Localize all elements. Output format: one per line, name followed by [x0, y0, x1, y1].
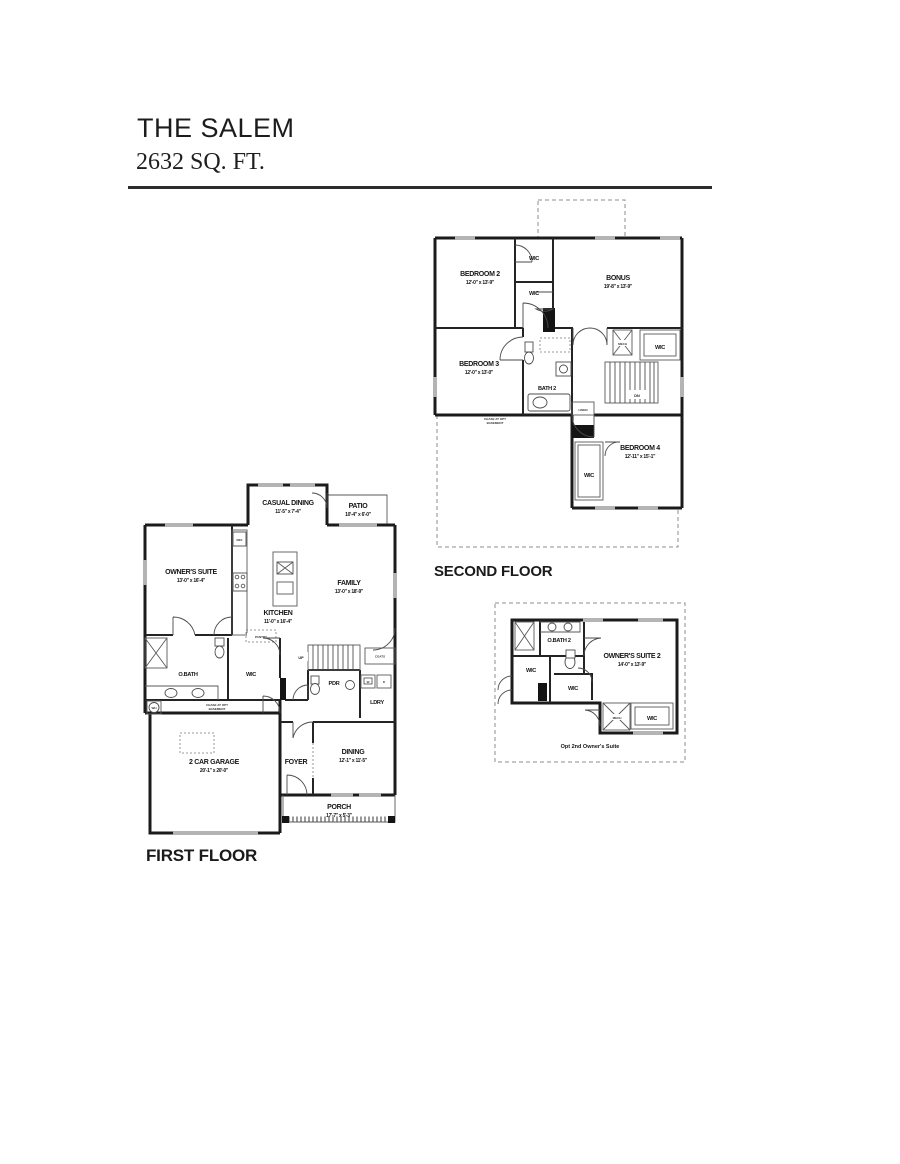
bedroom2-dims: 12'-0" x 13'-9"	[465, 280, 495, 286]
optional-wic-right	[631, 703, 673, 729]
owners-suite2-label: OWNER'S SUITE 2	[603, 653, 661, 660]
bedroom3-label: BEDROOM 3	[459, 361, 499, 368]
optional-mech-closet	[603, 703, 630, 730]
patio-dims: 10'-4" x 6'-0"	[345, 512, 371, 518]
owners-bath-fixtures	[145, 638, 224, 700]
first-floor-plan	[143, 478, 408, 840]
ref-label: REF	[236, 538, 243, 542]
owners-suite-label: OWNER'S SUITE	[165, 569, 217, 576]
garage-details	[180, 733, 214, 753]
open-below-dashed-outline	[437, 415, 678, 547]
wic-label: WIC	[568, 686, 578, 692]
linen-label: LINEN	[578, 408, 588, 412]
owners-bath-label: O.BATH	[178, 672, 198, 678]
laundry-appliances	[361, 675, 391, 688]
bonus-wic-closet	[640, 330, 680, 360]
coats-closet	[365, 648, 395, 664]
bedroom4-dims: 12'-11" x 15'-1"	[624, 454, 656, 460]
casual-dining-dims: 11'-5" x 7'-4"	[275, 509, 301, 515]
chase-note-line1: CHASE AT OPT	[205, 703, 229, 707]
wic-label: WIC	[246, 672, 256, 678]
bedroom4-wic-closet	[575, 442, 603, 500]
staircase-down	[605, 362, 658, 403]
porch-dims: 17'-7" x 5'-3"	[326, 813, 352, 819]
bonus-label: BONUS	[606, 275, 630, 282]
kitchen-label: KITCHEN	[263, 610, 293, 617]
second-floor-doors	[500, 245, 620, 456]
dryer-label: D	[382, 680, 386, 684]
bath2-label: BATH 2	[538, 386, 556, 392]
bedroom4-label: BEDROOM 4	[620, 445, 660, 452]
dining-dims: 12'-1" x 11'-5"	[339, 758, 367, 764]
wic-label: WIC	[584, 473, 594, 479]
optional-suite-plan	[488, 598, 693, 773]
patio-outline	[327, 495, 387, 525]
second-floor-plan	[428, 192, 693, 560]
coats-label: COATS	[374, 654, 386, 659]
family-label: FAMILY	[337, 580, 361, 587]
pantry-label: PANTRY	[255, 635, 267, 639]
header-divider	[128, 186, 712, 189]
stairs-dn-label: DN	[634, 394, 640, 398]
wic-label: WIC	[529, 291, 539, 297]
bedroom2-label: BEDROOM 2	[460, 271, 500, 278]
wic-label: WIC	[647, 716, 657, 722]
family-dims: 13'-0" x 18'-9"	[334, 589, 364, 595]
garage-label: 2 CAR GARAGE	[188, 759, 240, 766]
owners-suite2-dims: 14'-0" x 13'-9"	[617, 662, 647, 668]
wic-label: WIC	[529, 256, 539, 262]
porch-label: PORCH	[327, 804, 351, 811]
chase-note-line1: CHASE AT OPT	[483, 417, 507, 421]
bonus-dims: 19'-8" x 13'-9"	[603, 284, 633, 290]
laundry-label: LDRY	[370, 700, 384, 706]
casual-dining-label: CASUAL DINING	[262, 500, 314, 507]
linen-closet	[572, 402, 594, 415]
optional-suite-caption: Opt 2nd Owner's Suite	[560, 744, 620, 750]
roof-dashed-outline	[538, 200, 625, 238]
first-floor-caption: FIRST FLOOR	[146, 846, 258, 865]
mech-closet	[613, 330, 632, 355]
wh-label: WH	[151, 706, 157, 710]
chase-note-line2: BASEMENT	[486, 421, 504, 425]
first-floor-windows	[145, 485, 395, 833]
bedroom3-dims: 12'-0" x 13'-0"	[464, 370, 494, 376]
option-dashed-border	[495, 603, 685, 762]
second-floor-caption: SECOND FLOOR	[434, 563, 553, 580]
foyer-label: FOYER	[284, 759, 308, 766]
chase-note-line2: BASEMENT	[208, 707, 226, 711]
obath2-label: O.BATH 2	[547, 638, 571, 644]
plan-title: THE SALEM	[137, 113, 295, 143]
wic-label: WIC	[655, 345, 665, 351]
garage-dims: 20'-1" x 20'-0"	[199, 768, 229, 774]
obath2-fixtures	[515, 622, 580, 669]
first-floor-walls	[145, 485, 395, 833]
dining-label: DINING	[341, 749, 365, 756]
owners-suite-dims: 13'-0" x 16'-4"	[176, 578, 206, 584]
bath2-fixtures	[525, 338, 572, 411]
powder-room-label: PDR	[328, 681, 340, 687]
wic-label: WIC	[526, 668, 536, 674]
kitchen-dims: 11'-0" x 16'-4"	[264, 619, 292, 625]
patio-label: PATIO	[348, 503, 368, 510]
staircase-up	[295, 645, 360, 670]
mech-label: MECH	[612, 716, 622, 720]
washer-label: W	[366, 680, 370, 684]
plan-square-footage: 2632 SQ. FT.	[136, 149, 265, 175]
mech-label: MECH	[618, 342, 627, 346]
stairs-up-label: UP	[298, 656, 304, 660]
